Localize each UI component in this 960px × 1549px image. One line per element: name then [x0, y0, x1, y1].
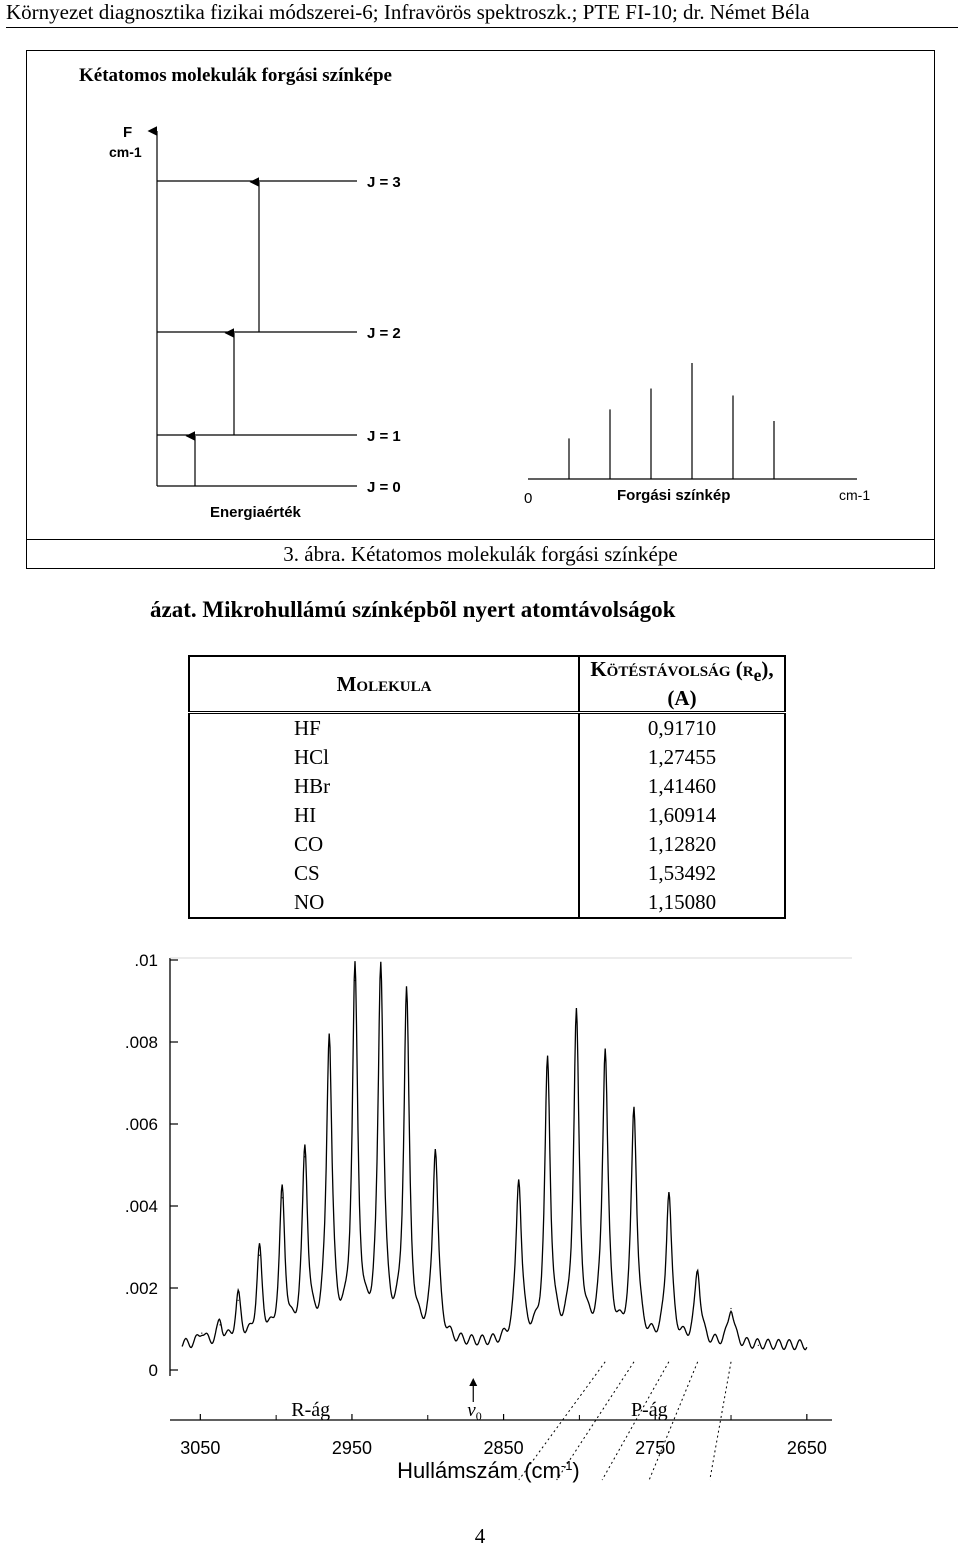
molecule-cell: CS: [189, 859, 579, 888]
peak-point-7: [354, 980, 355, 981]
x-tick-label-4: 2650: [786, 1438, 827, 1458]
table-row: [189, 801, 785, 830]
peak-point-4: [282, 1197, 283, 1198]
x-axis-title: Hullámszám $(cm^{-1})$: [397, 1458, 580, 1483]
y-tick-label-0: .01: [134, 951, 158, 970]
table-title: ázat. Mikrohullámú színképbõl nyert atomtávolságok: [150, 597, 676, 622]
dotted-guide-4: [710, 1362, 731, 1480]
y-tick-label-3: .004: [124, 1197, 158, 1216]
molecule-cell: NO: [189, 888, 579, 918]
peak-point-5: [304, 1156, 305, 1157]
level-label-0: J = 0: [367, 479, 401, 496]
running-title: Környezet diagnosztika fizikai módszerei-6; Infravörös spektroszk.; PTE FI-10; dr. Német Béla: [6, 0, 810, 24]
x-tick-label-2: 2850: [483, 1438, 524, 1458]
peak-point-0: [201, 1333, 202, 1334]
molecule-cell: HI: [189, 801, 579, 830]
peak-point-14: [605, 1054, 606, 1055]
y-tick-label-5: 0: [148, 1361, 158, 1380]
axis-unit: cm-1: [109, 144, 142, 160]
peak-point-15: [633, 1111, 634, 1112]
p-branch-label: P-ág: [630, 1399, 668, 1421]
level-label-1: J = 1: [367, 428, 401, 445]
peak-point-11: [518, 1181, 519, 1182]
y-tick-label-2: .006: [124, 1115, 158, 1134]
x-tick-label-1: 2950: [331, 1438, 372, 1458]
page-number: 4: [474, 1524, 486, 1548]
peak-point-3: [259, 1255, 260, 1256]
peak-point-12: [547, 1066, 548, 1067]
peak-point-8: [380, 972, 381, 973]
header-rule: [6, 27, 958, 28]
peak-point-1: [219, 1324, 220, 1325]
level-label-3: J = 3: [367, 174, 401, 191]
column-header-bond-length: Kötéstávolság $(r_e)$, (A): [579, 656, 785, 713]
table-row: [189, 713, 785, 744]
bond-length-cell: 1,41460: [579, 772, 785, 801]
bond-length-cell: 1,12820: [579, 830, 785, 859]
axis-label-f: F: [123, 124, 133, 141]
table-row: [189, 772, 785, 801]
peak-point-17: [697, 1271, 698, 1272]
bond-length-table: [188, 655, 786, 919]
y-tick-label-4: .002: [124, 1279, 158, 1298]
table-row: [189, 830, 785, 859]
x-tick-label-3: 2750: [635, 1438, 676, 1458]
peak-point-9: [406, 1000, 407, 1001]
energy-axis-caption: Energiaérték: [210, 504, 301, 521]
bond-length-cell: 0,91710: [579, 713, 785, 744]
peak-point-13: [576, 1021, 577, 1022]
table-row: [189, 743, 785, 772]
rotational-levels-diagram: [27, 51, 934, 539]
peak-point-6: [329, 1041, 330, 1042]
molecule-cell: HCl: [189, 743, 579, 772]
figure-title: Kétatomos molekulák forgási színképe: [79, 65, 392, 86]
molecule-cell: HBr: [189, 772, 579, 801]
molecule-cell: CO: [189, 830, 579, 859]
r-branch-label: R-ág: [291, 1399, 331, 1421]
table-row: [189, 888, 785, 918]
table-header-row: [189, 656, 785, 713]
table-row: [189, 859, 785, 888]
column-header-molecule: Molekula: [189, 656, 579, 713]
y-tick-label-1: .008: [124, 1033, 158, 1052]
x-tick-label-0: 3050: [180, 1438, 221, 1458]
level-label-2: J = 2: [367, 325, 401, 342]
spectrum-caption: Forgási színkép: [617, 487, 731, 504]
running-header: [0, 0, 960, 28]
peak-point-16: [668, 1193, 669, 1194]
dotted-guide-1: [557, 1362, 634, 1480]
bond-length-cell: 1,27455: [579, 743, 785, 772]
bond-length-cell: 1,53492: [579, 859, 785, 888]
figure-3: [26, 50, 935, 569]
spectrum-unit: cm-1: [839, 487, 871, 503]
figure-caption: 3. ábra. Kétatomos molekulák forgási színképe: [27, 539, 934, 568]
peak-point-2: [238, 1300, 239, 1301]
spectrum-origin: 0: [524, 490, 533, 507]
nu0-label: $\nu_0$: [467, 1400, 482, 1423]
ir-rotation-vibration-spectrum: [100, 950, 860, 1490]
bond-length-cell: 1,15080: [579, 888, 785, 918]
bond-length-cell: 1,60914: [579, 801, 785, 830]
peak-point-10: [435, 1152, 436, 1153]
spectrum-trace: [182, 961, 807, 1350]
nu0-arrowhead: [469, 1378, 477, 1386]
molecule-cell: HF: [189, 713, 579, 744]
peak-point-19: [758, 1345, 759, 1346]
peak-point-18: [730, 1308, 731, 1309]
